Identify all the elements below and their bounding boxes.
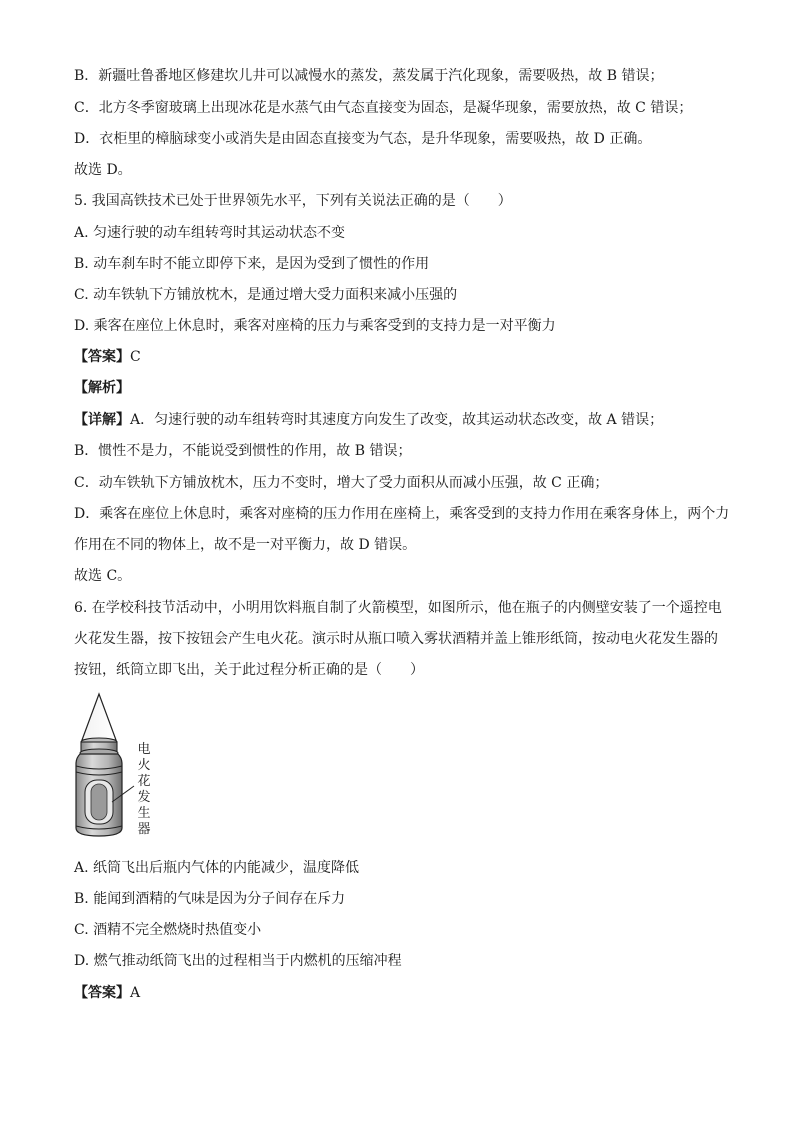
spark-generator-label: 电 火 花 发 生 器 bbox=[137, 742, 151, 837]
paper-cone bbox=[82, 694, 116, 740]
question-5-option-a: A. 匀速行驶的动车组转弯时其运动状态不变 bbox=[74, 225, 346, 241]
solution-line-d: D．衣柜里的樟脑球变小或消失是由固态直接变为气态，是升华现象，需要吸热，故 D 正确。 bbox=[74, 131, 652, 147]
question-5-option-d: D. 乘客在座位上休息时，乘客对座椅的压力与乘客受到的支持力是一对平衡力 bbox=[74, 318, 556, 334]
solution-line-b: B．新疆吐鲁番地区修建坎儿井可以减慢水的蒸发，蒸发属于汽化现象，需要吸热，故 B 错误； bbox=[74, 68, 664, 84]
question-5-detail-d-line1: D．乘客在座位上休息时，乘客对座椅的压力作用在座椅上，乘客受到的支持力作用在乘客身体上，两个力 bbox=[74, 506, 730, 522]
question-5-answer bbox=[74, 347, 734, 367]
solution-conclusion: 故选 D。 bbox=[74, 162, 132, 178]
question-5-detail-a bbox=[74, 410, 734, 430]
question-6-stem-line2: 火花发生器，按下按钮会产生电火花。演示时从瓶口喷入雾状酒精并盖上锥形纸筒，按动电火花发生器的 bbox=[74, 631, 718, 647]
analysis-tag: 【解析】 bbox=[74, 380, 130, 396]
question-6-option-d: D. 燃气推动纸筒飞出的过程相当于内燃机的压缩冲程 bbox=[74, 953, 402, 969]
question-6-option-b: B. 能闻到酒精的气味是因为分子间存在斥力 bbox=[74, 891, 346, 907]
question-5-option-b: B. 动车刹车时不能立即停下来，是因为受到了惯性的作用 bbox=[74, 256, 430, 272]
rocket-model-figure bbox=[68, 692, 178, 842]
rocket-model-drawing bbox=[68, 692, 178, 842]
question-6-stem-line3: 按钮，纸筒立即飞出，关于此过程分析正确的是（ ） bbox=[74, 662, 424, 678]
question-5-option-c: C. 动车铁轨下方铺放枕木，是通过增大受力面积来减小压强的 bbox=[74, 287, 458, 303]
answer-value: A bbox=[130, 985, 141, 1001]
question-6-answer bbox=[74, 983, 734, 1003]
question-6-stem-line1: 6. 在学校科技节活动中，小明用饮料瓶自制了火箭模型，如图所示，他在瓶子的内侧壁安装了一个遥控电 bbox=[74, 600, 722, 616]
question-5-detail-b: B．惯性不是力，不能说受到惯性的作用，故 B 错误； bbox=[74, 443, 412, 459]
solution-line-c: C．北方冬季窗玻璃上出现冰花是水蒸气由气态直接变为固态，是凝华现象，需要放热，故 C 错误； bbox=[74, 100, 693, 116]
question-6-option-a: A. 纸筒飞出后瓶内气体的内能减少，温度降低 bbox=[74, 860, 360, 876]
question-5-detail-c: C．动车铁轨下方铺放枕木，压力不变时，增大了受力面积从而减小压强，故 C 正确； bbox=[74, 475, 609, 491]
question-5-stem: 5. 我国高铁技术已处于世界领先水平，下列有关说法正确的是（ ） bbox=[74, 193, 512, 209]
question-5-conclusion: 故选 C。 bbox=[74, 568, 132, 584]
answer-value: C bbox=[130, 349, 141, 365]
detail-tag: 【详解】 bbox=[74, 412, 130, 428]
question-6-option-c: C. 酒精不完全燃烧时热值变小 bbox=[74, 922, 262, 938]
answer-tag: 【答案】 bbox=[74, 349, 130, 365]
question-5-analysis-tag bbox=[74, 378, 734, 398]
answer-tag: 【答案】 bbox=[74, 985, 130, 1001]
detail-a-text: A．匀速行驶的动车组转弯时其速度方向发生了改变，故其运动状态改变，故 A 错误； bbox=[130, 412, 664, 428]
question-5-detail-d-line2: 作用在不同的物体上，故不是一对平衡力，故 D 错误。 bbox=[74, 537, 417, 553]
